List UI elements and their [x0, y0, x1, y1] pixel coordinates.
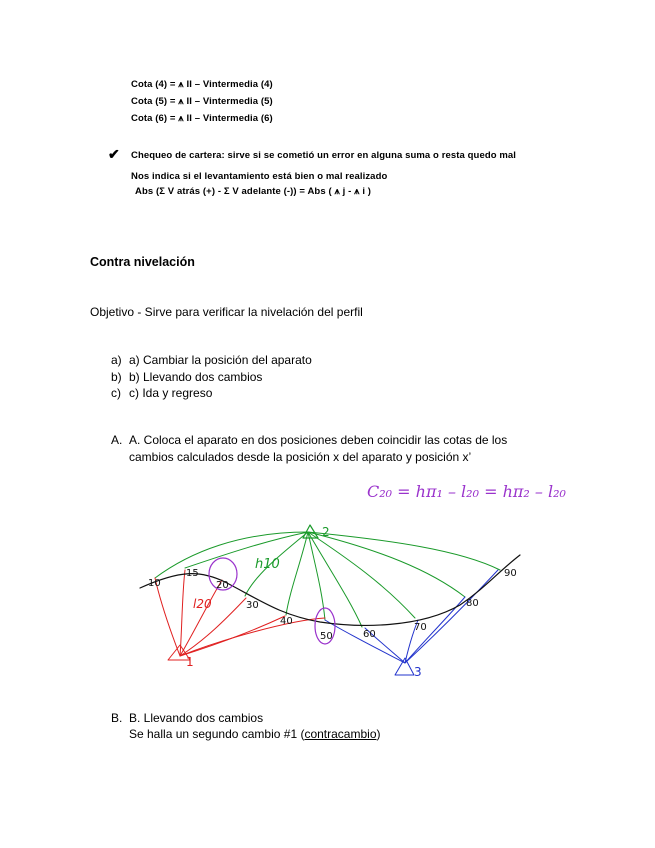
label-h10: h10 — [255, 557, 280, 572]
list-marker: c) — [111, 386, 121, 400]
terrain-profile — [140, 555, 520, 625]
red-sight-lines — [155, 570, 325, 660]
green-sight-lines — [155, 532, 500, 627]
label-60: 60 — [363, 629, 376, 640]
label-70: 70 — [414, 622, 427, 633]
list-text: a) Cambiar la posición del aparato — [129, 353, 312, 367]
label-30: 30 — [246, 600, 259, 611]
list-text: b) Llevando dos cambios — [129, 370, 263, 384]
contracambio-term: contracambio — [304, 727, 377, 741]
label-instrument-2: 2 — [322, 525, 330, 539]
label-instrument-3: 3 — [414, 665, 422, 679]
label-90: 90 — [504, 568, 517, 579]
item-b-line-1: B. B. Llevando dos cambios — [111, 711, 264, 725]
section-title: Contra nivelación — [90, 255, 195, 269]
item-b-marker: B. — [111, 711, 123, 725]
item-a-line-2: cambios calculados desde la posición x del aparato y posición x’ — [129, 450, 472, 464]
check-line-3: Abs (Σ V atrás (+) - Σ V adelante (-)) = Abs ( ⩚ j - ⩚ i ) — [135, 186, 372, 197]
check-line-1: Chequeo de cartera: sirve si se cometió un error en alguna suma o resta quedo mal — [131, 150, 517, 161]
list-item — [111, 370, 262, 384]
handwritten-sketch — [0, 470, 655, 700]
list-marker: b) — [111, 370, 122, 384]
label-20: 20 — [216, 580, 229, 591]
list-marker: a) — [111, 353, 122, 367]
check-line-2: Nos indica si el levantamiento está bien o mal realizado — [131, 171, 388, 182]
handwritten-formula: C₂₀ = hπ₁ – l₂₀ = hπ₂ – l₂₀ — [367, 482, 566, 501]
label-instrument-1: 1 — [186, 655, 194, 669]
item-b-line-2: Se halla un segundo cambio #1 (contracambio) — [129, 727, 381, 741]
list-item — [111, 386, 212, 400]
list-text: c) Ida y regreso — [129, 386, 213, 400]
label-80: 80 — [466, 598, 479, 609]
label-50: 50 — [320, 631, 333, 642]
formula-cota-4: Cota (4) = ⩚ II – Vintermedia (4) — [131, 79, 273, 90]
checkmark-icon: ✔ — [108, 146, 120, 162]
item-a-line-1: A. A. Coloca el aparato en dos posiciones deben coincidir las cotas de los — [111, 433, 508, 447]
formula-cota-5: Cota (5) = ⩚ II – Vintermedia (5) — [131, 96, 273, 107]
label-40: 40 — [280, 616, 293, 627]
item-a-marker: A. — [111, 433, 123, 447]
blue-sight-lines — [325, 570, 498, 675]
formula-cota-6: Cota (6) = ⩚ II – Vintermedia (6) — [131, 113, 273, 124]
objective-text: Objetivo - Sirve para verificar la nivelación del perfil — [90, 305, 363, 319]
label-15: 15 — [186, 568, 199, 579]
label-l20: l20 — [193, 597, 212, 611]
label-10: 10 — [148, 578, 161, 589]
list-item — [111, 353, 312, 367]
